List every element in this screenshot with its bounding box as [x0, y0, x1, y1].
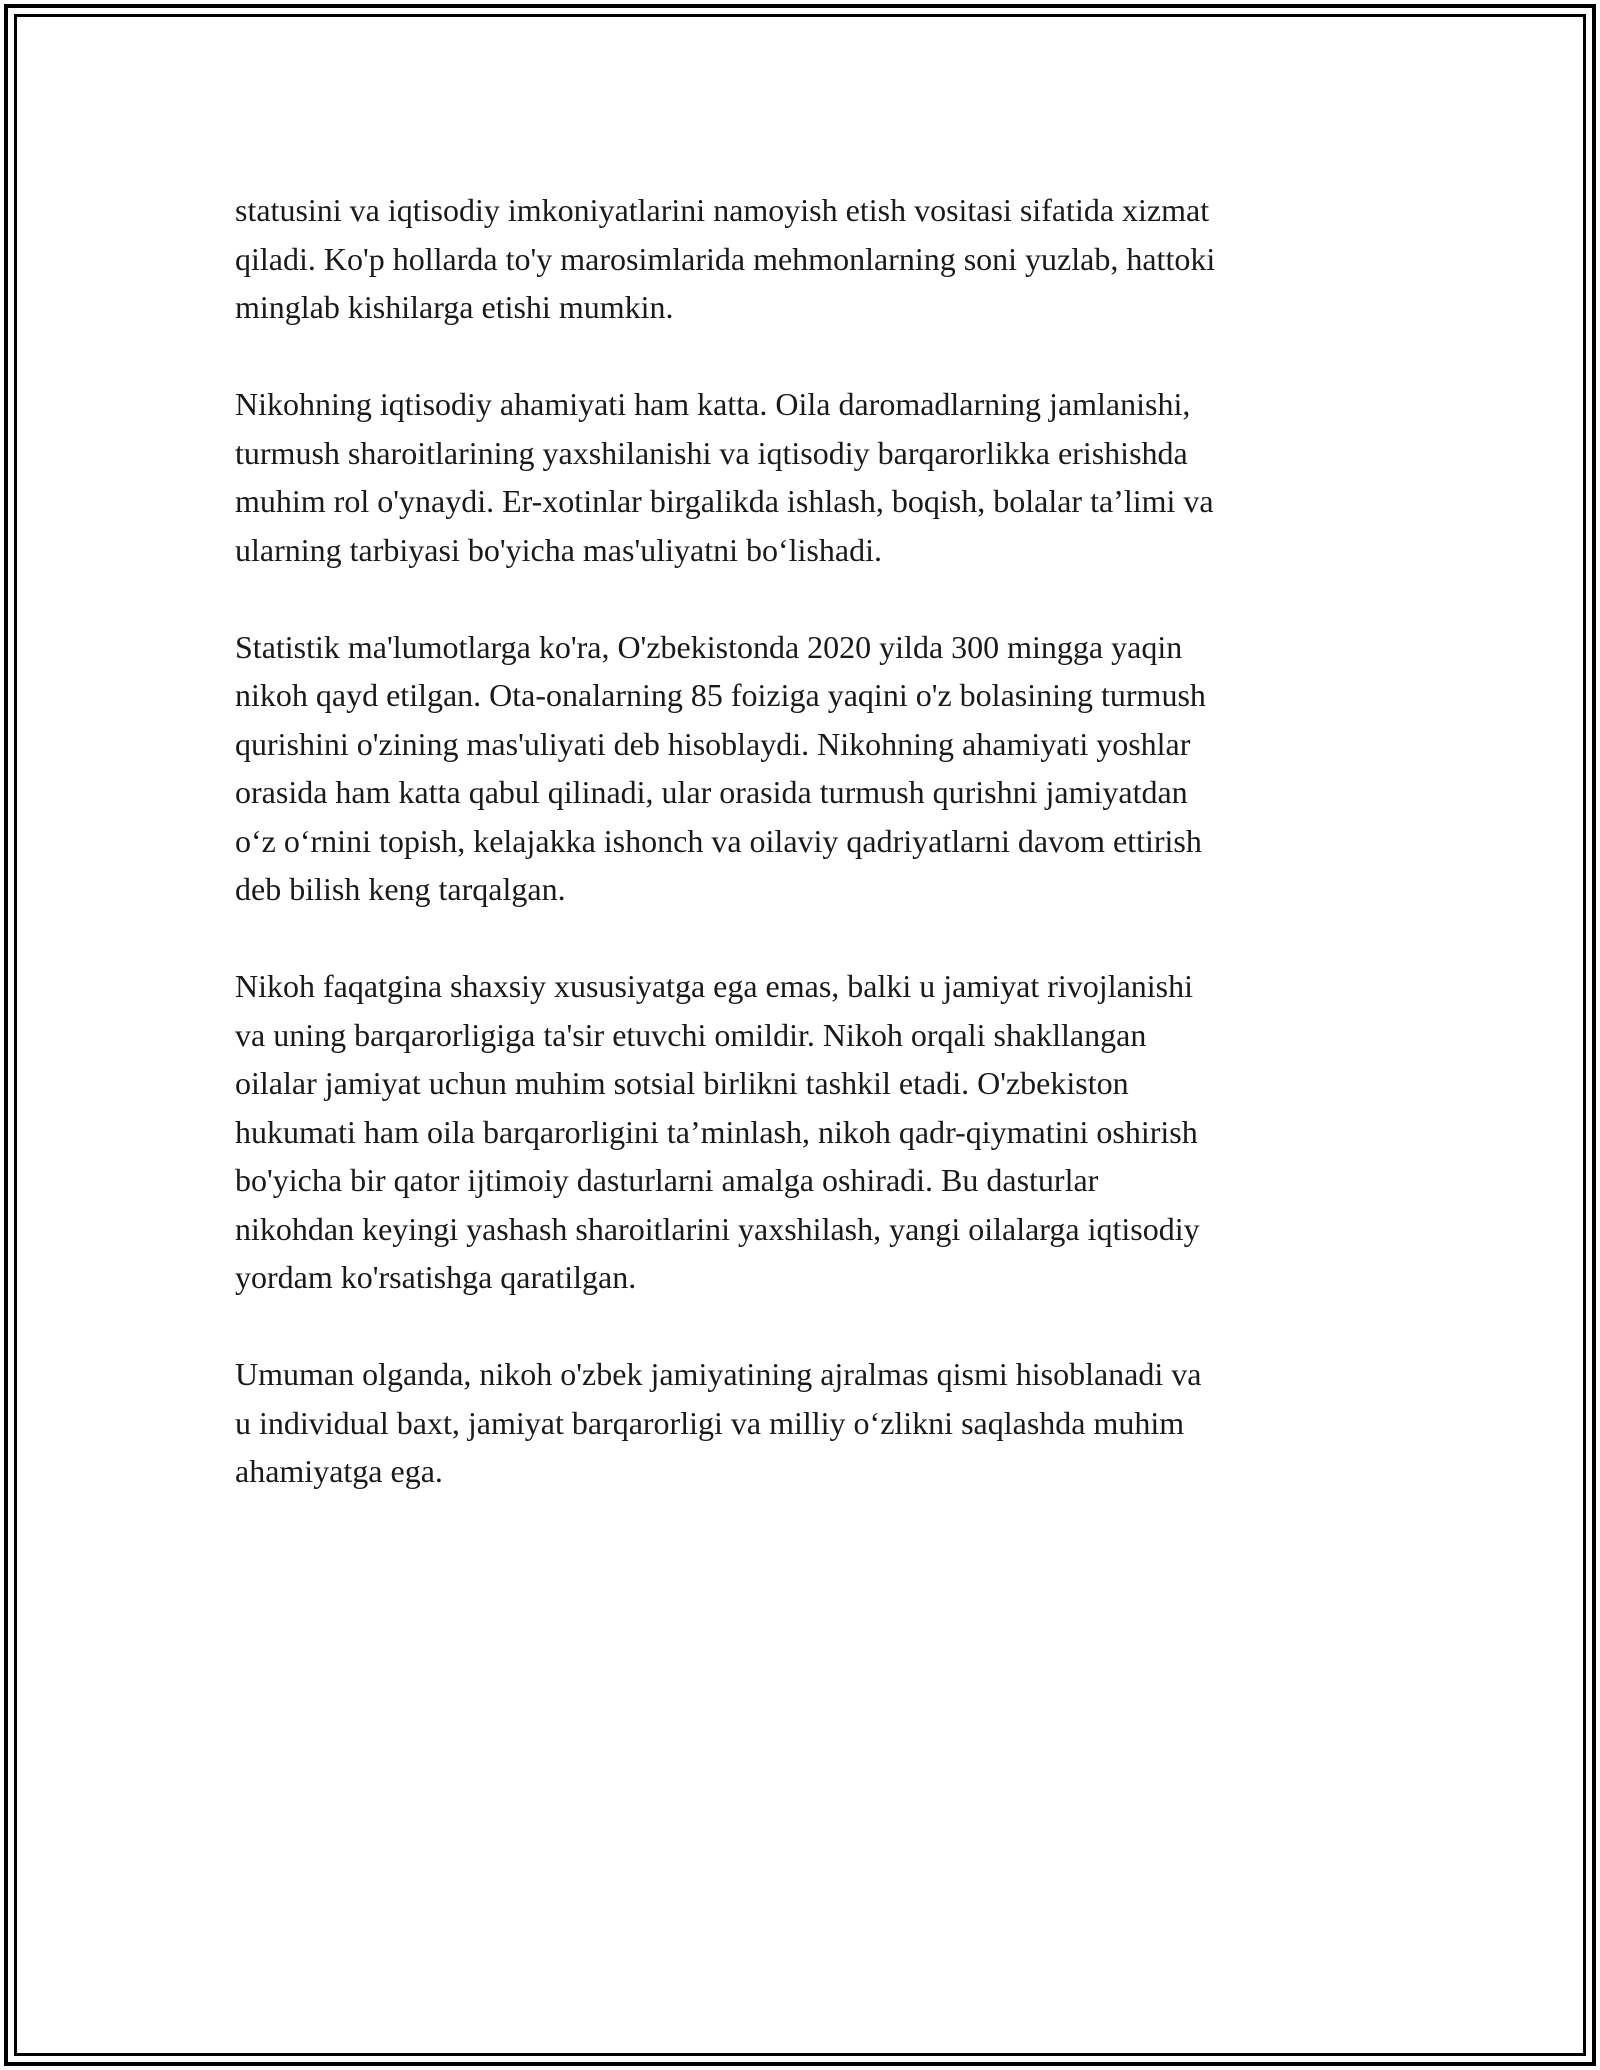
text-line: ahamiyatga ega.	[235, 1453, 443, 1489]
text-line: Statistik ma'lumotlarga ko'ra, O'zbekistonda 2020 yilda 300 mingga yaqin	[235, 628, 1183, 665]
text-line: Nikohning iqtisodiy ahamiyati ham katta. Oila daromadlarning jamlanishi,	[235, 386, 1191, 422]
text-line: ularning tarbiyasi bo'yicha mas'uliyatni bo‘lishadi.	[235, 531, 882, 568]
text-line: turmush sharoitlarining yaxshilanishi va iqtisodiy barqarorlikka erishishda	[235, 434, 1188, 471]
text-line: minglab kishilarga etishi mumkin.	[235, 289, 674, 325]
text-line: va uning barqarorligiga ta'sir etuvchi omildir. Nikoh orqali shakllangan	[235, 1016, 1147, 1053]
text-line: nikoh qayd etilgan. Ota-onalarning 85 foiziga yaqini o'z bolasining turmush	[235, 677, 1206, 713]
paragraph-5	[235, 1350, 1365, 1496]
paragraph-3	[235, 623, 1365, 914]
text-line: nikohdan keyingi yashash sharoitlarini yaxshilash, yangi oilalarga iqtisodiy	[235, 1210, 1200, 1247]
text-line: bo'yicha bir qator ijtimoiy dasturlarni amalga oshiradi. Bu dasturlar	[235, 1162, 1099, 1198]
text-line: o‘z o‘rnini topish, kelajakka ishonch va oilaviy qadriyatlarni davom ettirish	[235, 822, 1202, 859]
text-line: muhim rol o'ynaydi. Er-xotinlar birgalikda ishlash, boqish, bolalar ta’limi va	[235, 483, 1214, 519]
text-line: deb bilish keng tarqalgan.	[235, 871, 566, 907]
text-line: statusini va iqtisodiy imkoniyatlarini namoyish etish vositasi sifatida xizmat	[235, 192, 1210, 228]
text-line: qiladi. Ko'p hollarda to'y marosimlarida mehmonlarning soni yuzlab, hattoki	[235, 240, 1216, 277]
text-line: u individual baxt, jamiyat barqarorligi va milliy o‘zlikni saqlashda muhim	[235, 1404, 1185, 1441]
text-line: Nikoh faqatgina shaxsiy xususiyatga ega emas, balki u jamiyat rivojlanishi	[235, 968, 1194, 1004]
text-line: yordam ko'rsatishga qaratilgan.	[235, 1259, 637, 1295]
paragraph-2	[235, 380, 1365, 574]
text-line: hukumati ham oila barqarorligini ta’minlash, nikoh qadr-qiymatini oshirish	[235, 1113, 1198, 1150]
text-line: qurishini o'zining mas'uliyati deb hisoblaydi. Nikohning ahamiyati yoshlar	[235, 725, 1191, 762]
document-body	[235, 186, 1365, 1544]
text-line: orasida ham katta qabul qilinadi, ular orasida turmush qurishni jamiyatdan	[235, 774, 1188, 810]
text-line: Umuman olganda, nikoh o'zbek jamiyatining ajralmas qismi hisoblanadi va	[235, 1356, 1202, 1392]
text-line: oilalar jamiyat uchun muhim sotsial birlikni tashkil etadi. O'zbekiston	[235, 1065, 1129, 1101]
paragraph-4	[235, 962, 1365, 1302]
paragraph-1	[235, 186, 1365, 332]
